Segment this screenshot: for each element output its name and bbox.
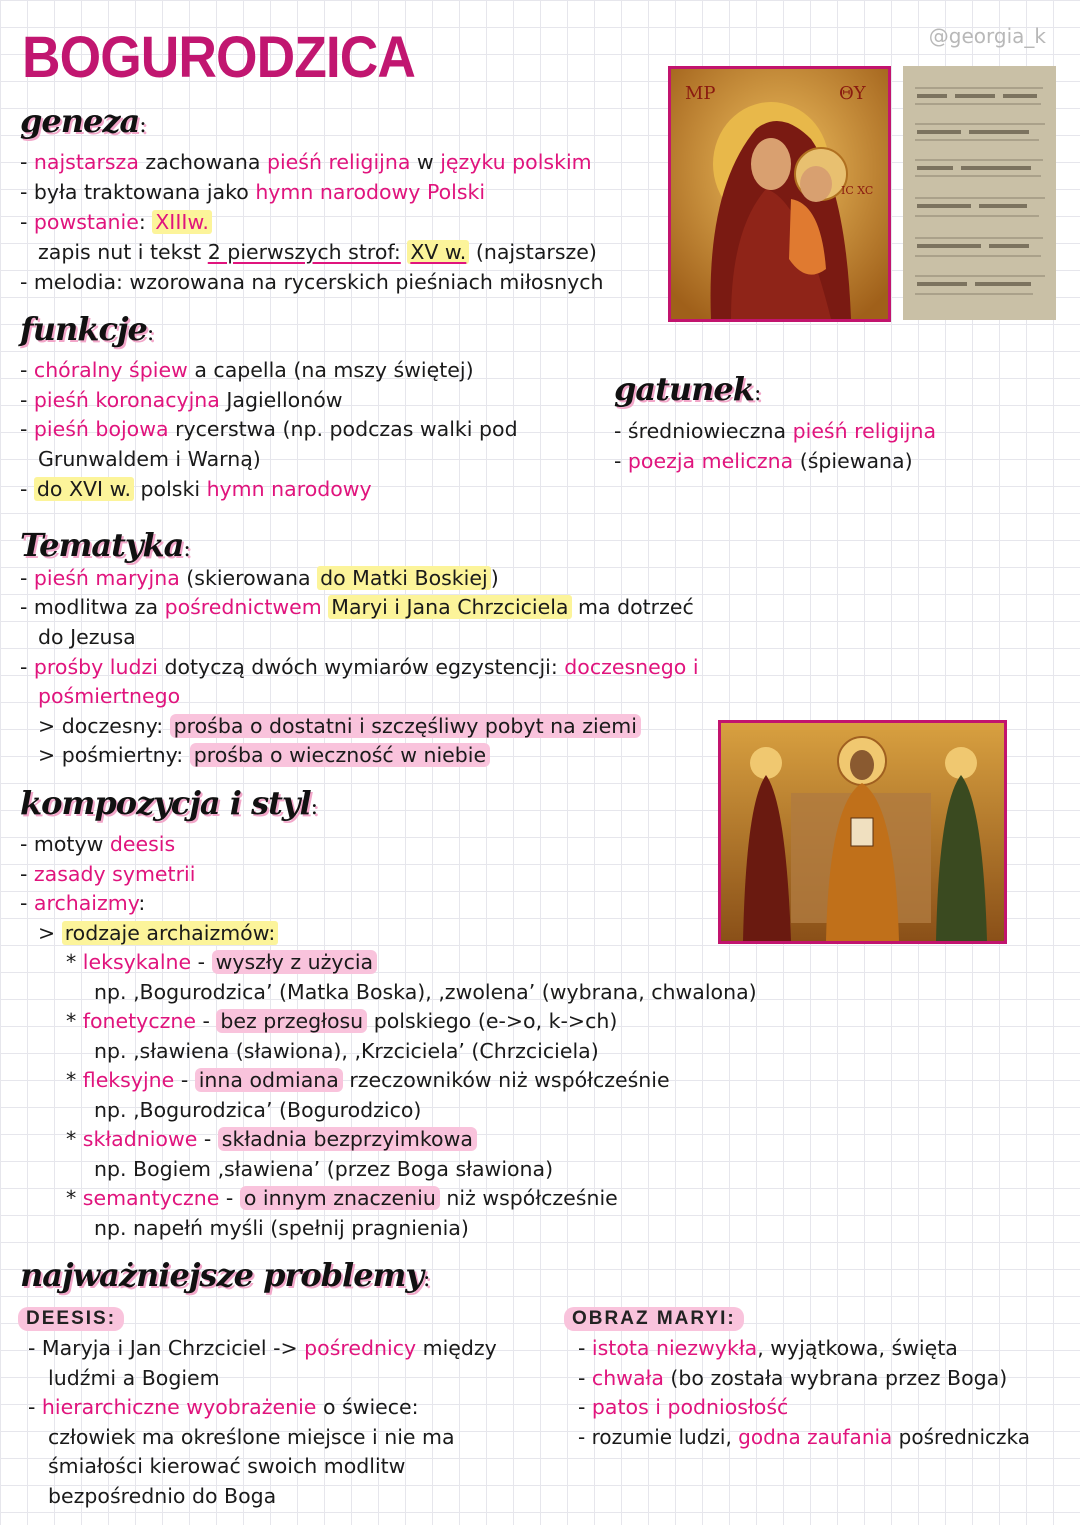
heading-problemy: najważniejsze problemy: bbox=[20, 1256, 430, 1294]
heading-tematyka: Tematyka: bbox=[20, 526, 190, 564]
funkcje-line-1: - chóralny śpiew a capella (na mszy świętej) bbox=[20, 358, 474, 382]
archaism-semantyczne-example: np. napełń myśli (spełnij pragnienia) bbox=[94, 1216, 469, 1240]
tematyka-line-2: - modlitwa za pośrednictwem Maryi i Jana Chrzciciela ma dotrzeć bbox=[20, 595, 694, 619]
deesis-icon-image bbox=[718, 720, 1007, 944]
tematyka-line-1: - pieśń maryjna (skierowana do Matki Boskiej ) bbox=[20, 566, 499, 590]
funkcje-line-2: - pieśń koronacyjna Jagiellonów bbox=[20, 388, 343, 412]
geneza-line-1: - najstarsza zachowana pieśń religijna w języku polskim bbox=[20, 150, 592, 174]
icon-text-icxc: IC XC bbox=[841, 184, 874, 197]
deesis-header: DEESIS: bbox=[18, 1307, 124, 1331]
obraz-line-4: - rozumie ludzi, godna zaufania pośredniczka bbox=[578, 1425, 1031, 1449]
archaism-leksykalne-example: np. ‚Bogurodzica’ (Matka Boska), ‚zwolena’ (wybrana, chwalona) bbox=[94, 980, 757, 1004]
archaism-fonetyczne: * fonetyczne - bez przegłosu polskiego (e->o, k->ch) bbox=[66, 1009, 618, 1033]
kompozycja-line-2: - zasady symetrii bbox=[20, 862, 196, 886]
heading-gatunek: gatunek: bbox=[614, 370, 761, 408]
archaism-fleksyjne-example: np. ‚Bogurodzica’ (Bogurodzico) bbox=[94, 1098, 422, 1122]
geneza-line-3: - powstanie: XIIIw. bbox=[20, 207, 212, 237]
funkcje-line-4: Grunwaldem i Warną) bbox=[38, 447, 261, 471]
obraz-line-2: - chwała (bo została wybrana przez Boga) bbox=[578, 1366, 1008, 1390]
obraz-maryi-header: OBRAZ MARYI: bbox=[564, 1307, 744, 1331]
geneza-line-2: - była traktowana jako hymn narodowy Polski bbox=[20, 180, 486, 204]
archaism-leksykalne: * leksykalne - wyszły z użycia bbox=[66, 947, 377, 977]
deesis-line-1: - Maryja i Jan Chrzciciel -> pośrednicy między bbox=[28, 1336, 497, 1360]
tematyka-line-3: do Jezusa bbox=[38, 625, 136, 649]
tematyka-line-5: pośmiertnego bbox=[38, 684, 181, 708]
tematyka-line-7: > pośmiertny: prośba o wieczność w niebie bbox=[38, 740, 490, 770]
deesis-line-5: śmiałości kierować swoich modlitw bbox=[48, 1454, 406, 1478]
manuscript-image bbox=[903, 66, 1056, 320]
archaism-skladniowe: * składniowe - składnia bezprzyimkowa bbox=[66, 1124, 477, 1154]
deesis-line-4: człowiek ma określone miejsce i nie ma bbox=[48, 1425, 455, 1449]
archaism-skladniowe-example: np. Bogiem ‚sławiena’ (przez Boga sławiona) bbox=[94, 1157, 554, 1181]
archaism-fonetyczne-example: np. ‚sławiena (sławiona), ‚Krzciciela’ (Chrzciciela) bbox=[94, 1039, 599, 1063]
heading-geneza: geneza: bbox=[20, 102, 146, 140]
funkcje-line-5: - do XVI w. polski hymn narodowy bbox=[20, 477, 372, 501]
tematyka-line-6: > doczesny: prośba o dostatni i szczęśliwy pobyt na ziemi bbox=[38, 711, 641, 741]
icon-text-mp: MP bbox=[685, 83, 716, 104]
obraz-line-3: - patos i podniosłość bbox=[578, 1395, 789, 1419]
heading-funkcje: funkcje: bbox=[20, 310, 154, 348]
archaism-semantyczne: * semantyczne - o innym znaczeniu niż współcześnie bbox=[66, 1186, 618, 1210]
icon-text-theta: ΘΥ bbox=[839, 83, 866, 104]
funkcje-line-3: - pieśń bojowa rycerstwa (np. podczas walki pod bbox=[20, 417, 518, 441]
author-handle: @georgia_k bbox=[928, 24, 1046, 48]
heading-kompozycja: kompozycja i styl: bbox=[20, 784, 318, 822]
kompozycja-line-1: - motyw deesis bbox=[20, 832, 176, 856]
tematyka-line-4: - prośby ludzi dotyczą dwóch wymiarów egzystencji: doczesnego i bbox=[20, 655, 699, 679]
deesis-line-3: - hierarchiczne wyobrażenie o świece: bbox=[28, 1395, 419, 1419]
geneza-line-5: - melodia: wzorowana na rycerskich pieśniach miłosnych bbox=[20, 270, 604, 294]
deesis-line-6: bezpośrednio do Boga bbox=[48, 1484, 277, 1508]
kompozycja-line-4: > rodzaje archaizmów: bbox=[38, 918, 278, 948]
gatunek-line-1: - średniowieczna pieśń religijna bbox=[614, 419, 937, 443]
archaism-fleksyjne: * fleksyjne - inna odmiana rzeczowników niż współcześnie bbox=[66, 1068, 670, 1092]
geneza-line-4: zapis nut i tekst 2 pierwszych strof: XV w. (najstarsze) bbox=[38, 240, 597, 264]
kompozycja-line-3: - archaizmy: bbox=[20, 891, 146, 915]
page-title: BOGURODZICA bbox=[22, 25, 416, 90]
obraz-line-1: - istota niezwykła, wyjątkowa, święta bbox=[578, 1336, 958, 1360]
gatunek-line-2: - poezja meliczna (śpiewana) bbox=[614, 449, 913, 473]
deesis-line-2: ludźmi a Bogiem bbox=[48, 1366, 220, 1390]
madonna-icon-image bbox=[668, 66, 891, 322]
